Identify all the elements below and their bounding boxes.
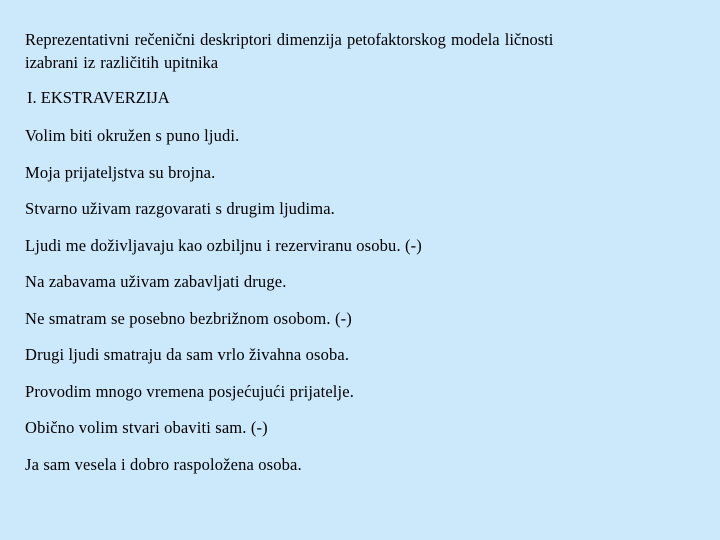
descriptor-item: Moja prijateljstva su brojna. [25,162,216,182]
descriptor-list [25,126,695,475]
descriptor-item: Volim biti okružen s puno ljudi. [25,126,240,145]
descriptor-item: Obično volim stvari obaviti sam. (-) [25,418,268,437]
heading-line-1: Reprezentativni rečenični deskriptori dimenzija petofaktorskog modela ličnosti [25,30,554,49]
descriptor-item: Provodim mnogo vremena posjećujući prijatelje. [25,381,355,401]
section-title: I. EKSTRAVERZIJA [27,88,170,107]
heading-line-2: izabrani iz različitih upitnika [25,53,219,72]
descriptor-item: Na zabavama uživam zabavljati druge. [25,272,287,291]
descriptor-item: Stvarno uživam razgovarati s drugim ljudima. [25,199,335,218]
descriptor-item: Ja sam vesela i dobro raspoložena osoba. [25,454,302,474]
slide-heading [25,28,695,74]
descriptor-item: Ljudi me doživljavaju kao ozbiljnu i rezerviranu osobu. (-) [25,235,422,255]
descriptor-item: Drugi ljudi smatraju da sam vrlo živahna osoba. [25,345,350,364]
slide-content [25,28,695,491]
descriptor-item: Ne smatram se posebno bezbrižnom osobom. (-) [25,308,352,328]
